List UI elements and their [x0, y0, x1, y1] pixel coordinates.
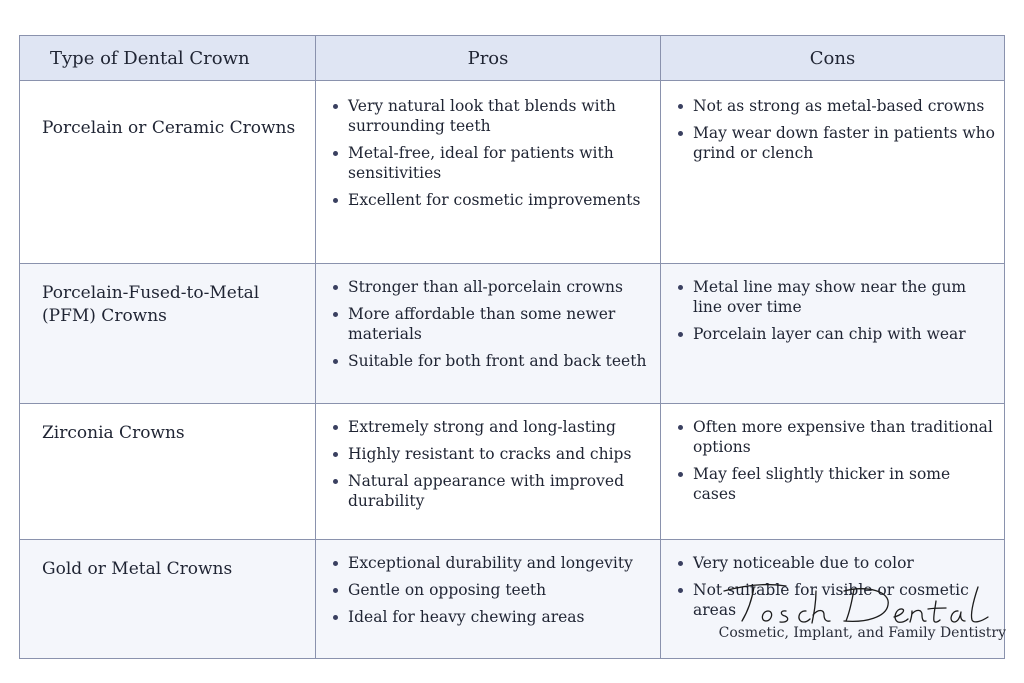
- pro-list-item: Highly resistant to cracks and chips: [329, 444, 651, 464]
- header-pros: Pros: [316, 36, 661, 81]
- con-list-item: May feel slightly thicker in some cases: [674, 464, 995, 504]
- cons-cell: [661, 264, 1005, 404]
- pros-list: [317, 541, 659, 627]
- cons-cell: [661, 404, 1005, 540]
- cons-cell: [661, 81, 1005, 264]
- pro-list-item: Stronger than all-porcelain crowns: [329, 277, 651, 297]
- pros-cell: [316, 404, 661, 540]
- pro-list-item: Metal-free, ideal for patients with sensitivities: [329, 143, 651, 183]
- pro-list-item: Extremely strong and long-lasting: [329, 417, 651, 437]
- brand-block: [686, 577, 1006, 667]
- pros-cell: [316, 81, 661, 264]
- con-list-item: May wear down faster in patients who grind or clench: [674, 123, 995, 163]
- pro-list-item: Very natural look that blends with surrounding teeth: [329, 96, 651, 136]
- con-list-item: Not suitable for visible or cosmetic areas: [674, 580, 995, 620]
- crown-type-cell: Porcelain-Fused-to-Metal (PFM) Crowns: [20, 264, 316, 404]
- table-row: [20, 264, 1005, 404]
- con-list-item: Porcelain layer can chip with wear: [674, 324, 995, 344]
- pros-cell: [316, 264, 661, 404]
- pro-list-item: Natural appearance with improved durability: [329, 471, 651, 511]
- pros-list: [317, 405, 659, 511]
- pros-cell: [316, 540, 661, 659]
- table-row: [20, 81, 1005, 264]
- crown-type-cell: Zirconia Crowns: [20, 404, 316, 540]
- con-list-item: Not as strong as metal-based crowns: [674, 96, 995, 116]
- brand-tagline: Cosmetic, Implant, and Family Dentistry: [718, 625, 1006, 641]
- header-type: Type of Dental Crown: [20, 36, 316, 81]
- tosch-dental-signature-logo: [716, 577, 1006, 627]
- pro-list-item: Exceptional durability and longevity: [329, 553, 651, 573]
- crown-type-cell: Porcelain or Ceramic Crowns: [20, 81, 316, 264]
- pro-list-item: Gentle on opposing teeth: [329, 580, 651, 600]
- table-row: [20, 404, 1005, 540]
- cons-list: [662, 82, 1003, 163]
- pro-list-item: Excellent for cosmetic improvements: [329, 190, 651, 210]
- pros-list: [317, 82, 659, 210]
- pros-list: [317, 265, 659, 371]
- cons-list: [662, 265, 1003, 344]
- pro-list-item: Suitable for both front and back teeth: [329, 351, 651, 371]
- header-cons: Cons: [661, 36, 1005, 81]
- con-list-item: Metal line may show near the gum line over time: [674, 277, 995, 317]
- con-list-item: Very noticeable due to color: [674, 553, 995, 573]
- dental-crown-comparison-table: [19, 35, 1005, 659]
- table-header-row: [20, 36, 1005, 81]
- crown-type-cell: Gold or Metal Crowns: [20, 540, 316, 659]
- pro-list-item: More affordable than some newer materials: [329, 304, 651, 344]
- con-list-item: Often more expensive than traditional options: [674, 417, 995, 457]
- pro-list-item: Ideal for heavy chewing areas: [329, 607, 651, 627]
- cons-list: [662, 405, 1003, 504]
